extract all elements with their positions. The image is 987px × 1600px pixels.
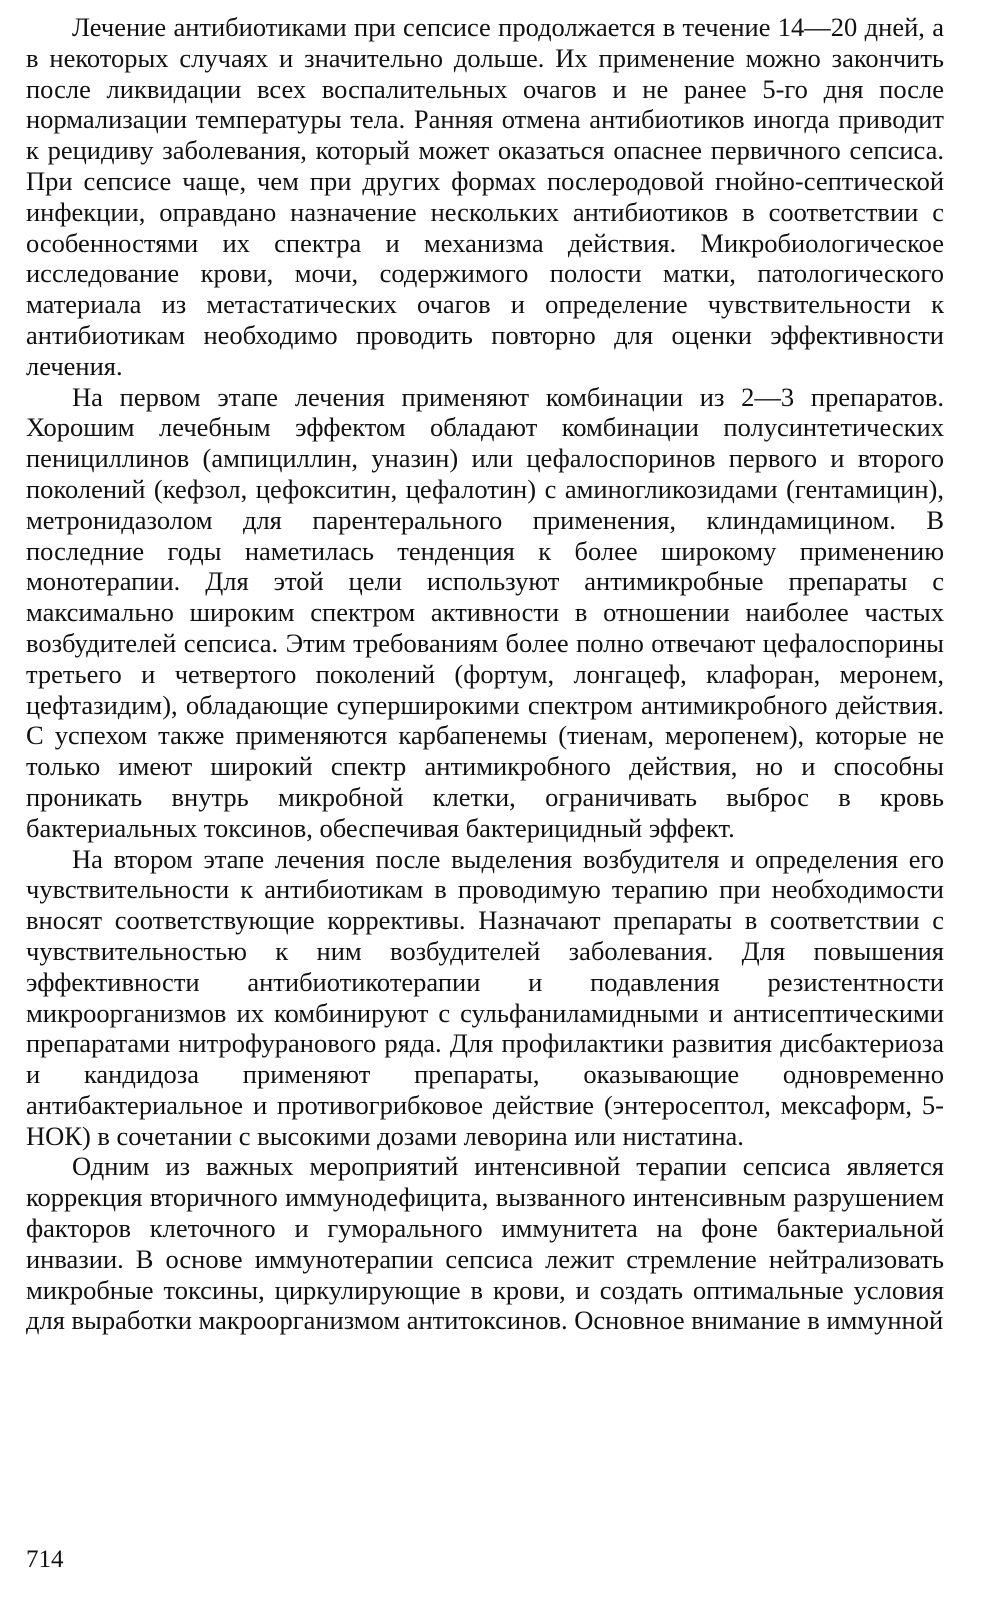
page-number: 714 [26, 1546, 64, 1573]
paragraph-second-stage-treatment: На втором этапе лечения после выделения возбудителя и определения его чувствительности к антибиотикам в проводимую терапию при необходимости вносят соответствующие коррективы. Назначают препараты в соответствии с чувствительностью к ним возбудителей заболевания. Для повышения эффективности антибиотикотерапии и подавления резистентности микроорганизмов их комбинируют с сульфаниламидными и антисептическими препаратами нитрофуранового ряда. Для профилактики развития дисбактериоза и кандидоза применяют препараты, оказывающие одновременно антибактериальное и противогрибковое действие (энтеросептол, мексаформ, 5-НОК) в сочетании с высокими дозами леворина или нистатина. [26, 843, 944, 1151]
paragraph-immunotherapy: Одним из важных мероприятий интенсивной терапии сепсиса является коррекция вторичного иммунодефицита, вызванного интенсивным разрушением факторов клеточного и гуморального иммунитета на фоне бактериальной инвазии. В основе иммунотерапии сепсиса лежит стремление нейтрализовать микробные токсины, циркулирующие в крови, и создать оптимальные условия для выработки макроорганизмом антитоксинов. Основное внимание в иммунной [26, 1151, 944, 1336]
paragraph-antibiotic-duration: Лечение антибиотиками при сепсисе продолжается в течение 14—20 дней, а в некоторых случаях и значительно дольше. Их применение можно закончить после ликвидации всех воспалительных очагов и не ранее 5-го дня после нормализации температуры тела. Ранняя отмена антибиотиков иногда приводит к рецидиву заболевания, который может оказаться опаснее первичного сепсиса. При сепсисе чаще, чем при других формах послеродовой гнойно-септической инфекции, оправдано назначение нескольких антибиотиков в соответствии с особенностями их спектра и механизма действия. Микробиологическое исследование крови, мочи, содержимого полости матки, патологического материала из метастатических очагов и определение чувствительности к антибиотикам необходимо проводить повторно для оценки эффективности лечения. [26, 12, 944, 381]
paragraph-first-stage-treatment: На первом этапе лечения применяют комбинации из 2—3 препаратов. Хорошим лечебным эффектом обладают комбинации полусинтетических пенициллинов (ампициллин, уназин) или цефалоспоринов первого и второго поколений (кефзол, цефокситин, цефалотин) с аминогликозидами (гентамицин), метронидазолом для парентерального применения, клиндамицином. В последние годы наметилась тенденция к более широкому применению монотерапии. Для этой цели используют антимикробные препараты с максимально широким спектром активности в отношении наиболее частых возбудителей сепсиса. Этим требованиям более полно отвечают цефалоспорины третьего и четвертого поколений (фортум, лонгацеф, клафоран, меронем, цефтазидим), обладающие суперширокими спектром антимикробного действия. С успехом также применяются карбапенемы (тиенам, меропенем), которые не только имеют широкий спектр антимикробного действия, но и способны проникать внутрь микробной клетки, ограничивать выброс в кровь бактериальных токсинов, обеспечивая бактерицидный эффект. [26, 381, 944, 843]
page-text [26, 12, 944, 1512]
